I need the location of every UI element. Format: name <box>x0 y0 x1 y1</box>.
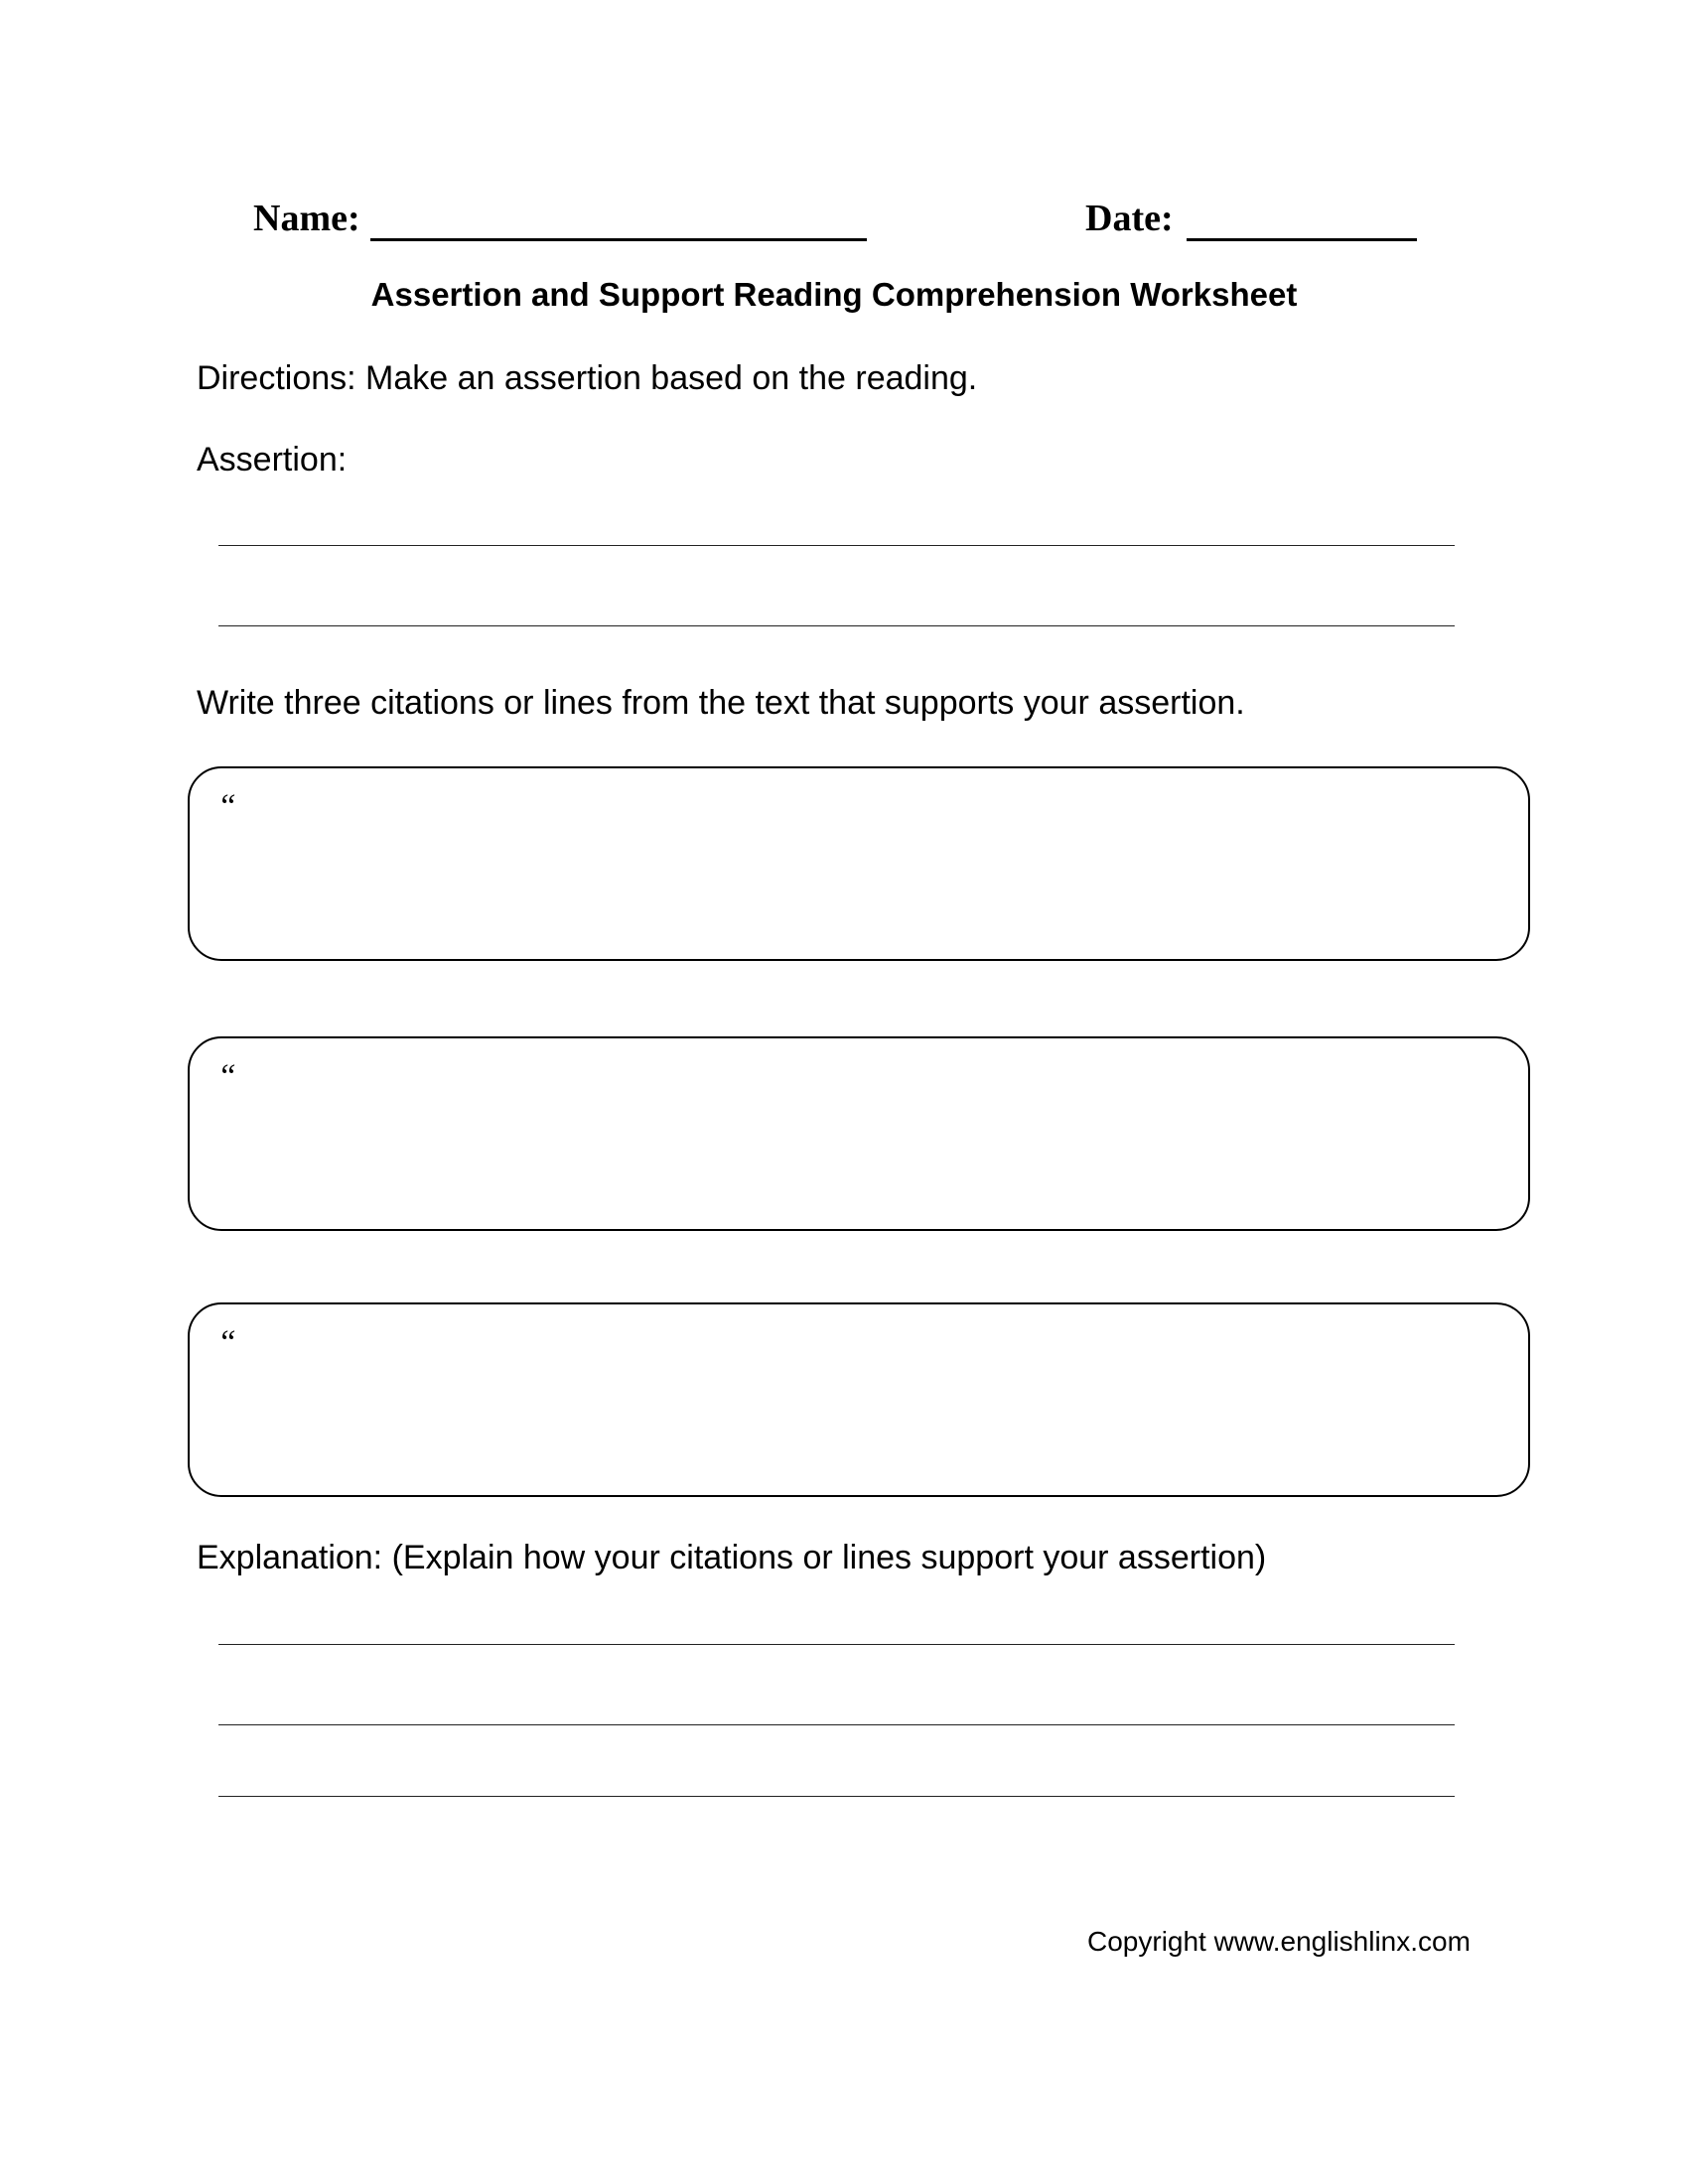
directions-text: Directions: Make an assertion based on the reading. <box>197 359 978 397</box>
citation-box-3 <box>188 1302 1530 1497</box>
quote-mark: “ <box>217 788 236 825</box>
explanation-label: Explanation: (Explain how your citations or lines support your assertion) <box>197 1539 1267 1576</box>
date-blank-line <box>1187 238 1417 241</box>
assertion-label: Assertion: <box>197 441 348 478</box>
citations-prompt: Write three citations or lines from the text that supports your assertion. <box>197 684 1245 722</box>
citation-box-2 <box>188 1036 1530 1231</box>
name-blank-line <box>370 238 867 241</box>
citation-box-1 <box>188 766 1530 961</box>
explanation-line-2 <box>218 1724 1455 1725</box>
assertion-line-2 <box>218 625 1455 626</box>
quote-mark: “ <box>217 1324 236 1361</box>
explanation-line-3 <box>218 1796 1455 1797</box>
date-label: Date: <box>1085 198 1174 239</box>
worksheet-title: Assertion and Support Reading Comprehension Worksheet <box>370 276 1298 313</box>
quote-mark: “ <box>217 1058 236 1095</box>
name-label: Name: <box>253 198 360 239</box>
assertion-line-1 <box>218 545 1455 546</box>
copyright-text: Copyright www.englishlinx.com <box>1087 1926 1471 1957</box>
explanation-line-1 <box>218 1644 1455 1645</box>
